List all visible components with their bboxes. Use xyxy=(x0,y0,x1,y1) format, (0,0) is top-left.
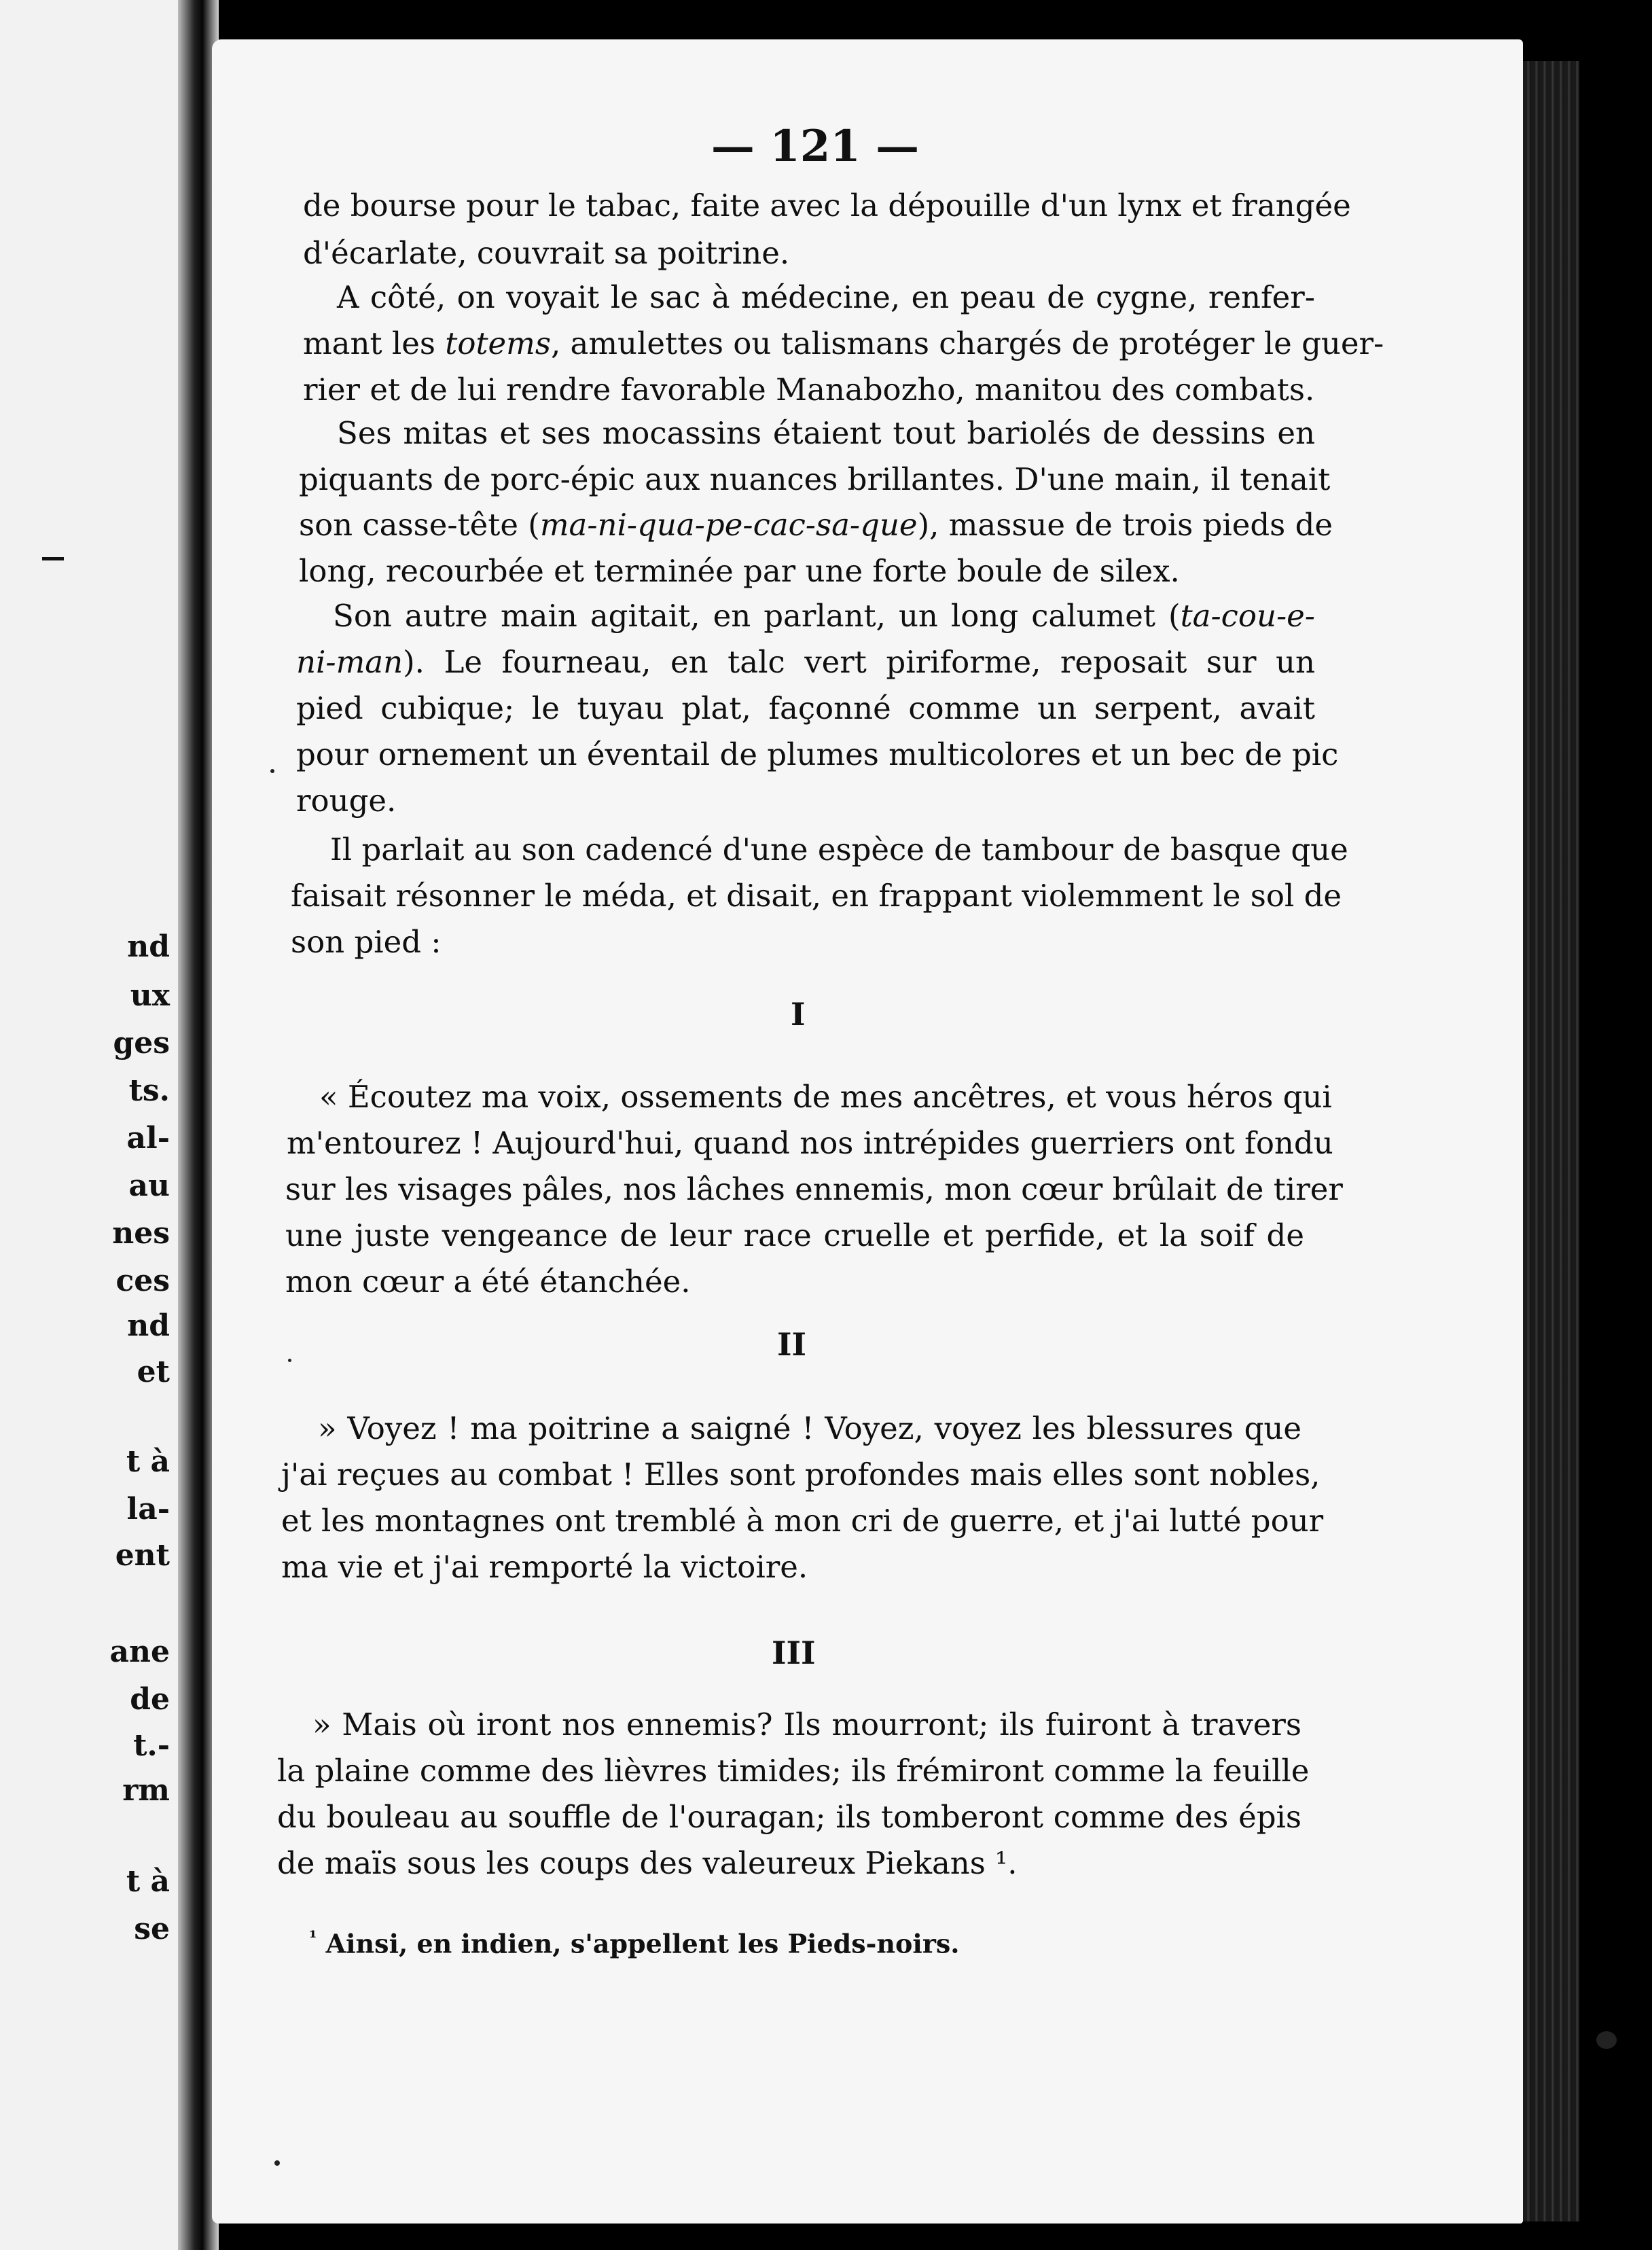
text-line: long, recourbée et terminée par une forte boule de silex. xyxy=(299,553,1180,589)
left-fragment: et xyxy=(137,1355,170,1389)
text-line: rouge. xyxy=(296,783,397,819)
section-numeral: II xyxy=(777,1326,807,1363)
left-facing-page xyxy=(0,0,178,2250)
text-line: m'entourez ! Aujourd'hui, quand nos intrépides guerriers ont fondu xyxy=(287,1125,1333,1161)
left-fragment: ent xyxy=(115,1538,170,1573)
text-line: son casse-tête (ma-ni-qua-pe-cac-sa-que), massue de trois pieds de xyxy=(299,507,1333,543)
text-line: la plaine comme des lièvres timides; ils frémiront comme la feuille xyxy=(277,1753,1310,1789)
left-fragment: nes xyxy=(112,1216,170,1251)
text-line: ni-man). Le fourneau, en talc vert piriforme, reposait sur un xyxy=(296,644,1315,680)
section-numeral: I xyxy=(791,996,806,1033)
text-line: et les montagnes ont tremblé à mon cri de guerre, et j'ai lutté pour xyxy=(281,1503,1324,1539)
left-fragment: nd xyxy=(127,929,170,964)
left-fragment: ux xyxy=(130,978,170,1013)
text-line: A côté, on voyait le sac à médecine, en peau de cygne, renfer- xyxy=(337,279,1315,315)
page-edge-stack xyxy=(1515,61,1579,2221)
left-fragment: t à xyxy=(126,1864,170,1899)
text-line: de maïs sous les coups des valeureux Piekans ¹. xyxy=(277,1845,1018,1881)
scan-speck xyxy=(274,2160,280,2166)
text-line: rier et de lui rendre favorable Manabozho, manitou des combats. xyxy=(303,372,1315,408)
left-fragment: la- xyxy=(126,1492,170,1526)
text-line: Son autre main agitait, en parlant, un long calumet (ta-cou-e- xyxy=(333,598,1315,634)
scan-speck xyxy=(1596,2031,1617,2049)
left-fragment: ces xyxy=(115,1264,170,1298)
text-line: mon cœur a été étanchée. xyxy=(285,1264,691,1300)
left-fragment: nd xyxy=(127,1308,170,1343)
text-line: pied cubique; le tuyau plat, façonné comme un serpent, avait xyxy=(296,690,1315,726)
text-line: pour ornement un éventail de plumes multicolores et un bec de pic xyxy=(296,736,1339,772)
text-line: piquants de porc-épic aux nuances brillantes. D'une main, il tenait xyxy=(299,461,1331,497)
left-fragment: rm xyxy=(122,1773,170,1808)
text-line: du bouleau au souffle de l'ouragan; ils tomberont comme des épis xyxy=(277,1799,1301,1835)
text-line: faisait résonner le méda, et disait, en frappant violemment le sol de xyxy=(291,878,1342,914)
text-line: Il parlait au son cadencé d'une espèce de tambour de basque que xyxy=(330,832,1348,868)
footnote-marker: ¹ xyxy=(309,1928,317,1948)
left-fragment: t.- xyxy=(133,1728,170,1763)
left-fragment: ane xyxy=(109,1635,170,1669)
left-fragment: t à xyxy=(126,1444,170,1479)
text-line: ma vie et j'ai remporté la victoire. xyxy=(281,1549,808,1585)
text-line: une juste vengeance de leur race cruelle et perfide, et la soif de xyxy=(285,1217,1304,1253)
footnote xyxy=(309,1929,959,1957)
scan-speck xyxy=(288,1359,291,1362)
page-number: — 121 — xyxy=(711,121,920,172)
text-line: sur les visages pâles, nos lâches ennemis, mon cœur brûlait de tirer xyxy=(285,1171,1343,1207)
text-line: » Voyez ! ma poitrine a saigné ! Voyez, voyez les blessures que xyxy=(318,1410,1301,1446)
text-line: mant les totems, amulettes ou talismans chargés de protéger le guer- xyxy=(303,325,1384,361)
left-fragment: de xyxy=(130,1682,170,1717)
left-fragment: ts. xyxy=(128,1073,170,1108)
text-line: Ses mitas et ses mocassins étaient tout bariolés de dessins en xyxy=(337,415,1315,451)
text-line: « Écoutez ma voix, ossements de mes ancêtres, et vous héros qui xyxy=(319,1079,1332,1115)
text-line: d'écarlate, couvrait sa poitrine. xyxy=(303,235,790,271)
text-line: j'ai reçues au combat ! Elles sont profondes mais elles sont nobles, xyxy=(281,1457,1321,1493)
section-numeral: III xyxy=(772,1635,816,1671)
left-fragment: au xyxy=(128,1168,170,1203)
text-line: de bourse pour le tabac, faite avec la dépouille d'un lynx et frangée xyxy=(303,188,1351,224)
left-page-mark xyxy=(42,557,64,560)
left-fragment: ges xyxy=(113,1026,170,1060)
footnote-text: Ainsi, en indien, s'appellent les Pieds-noirs. xyxy=(325,1928,960,1959)
left-fragment: se xyxy=(134,1912,170,1946)
scan-speck xyxy=(270,769,274,773)
left-fragment: al- xyxy=(126,1121,170,1156)
text-line: » Mais où iront nos ennemis? Ils mourront; ils fuiront à travers xyxy=(312,1707,1301,1743)
text-line: son pied : xyxy=(291,924,442,960)
